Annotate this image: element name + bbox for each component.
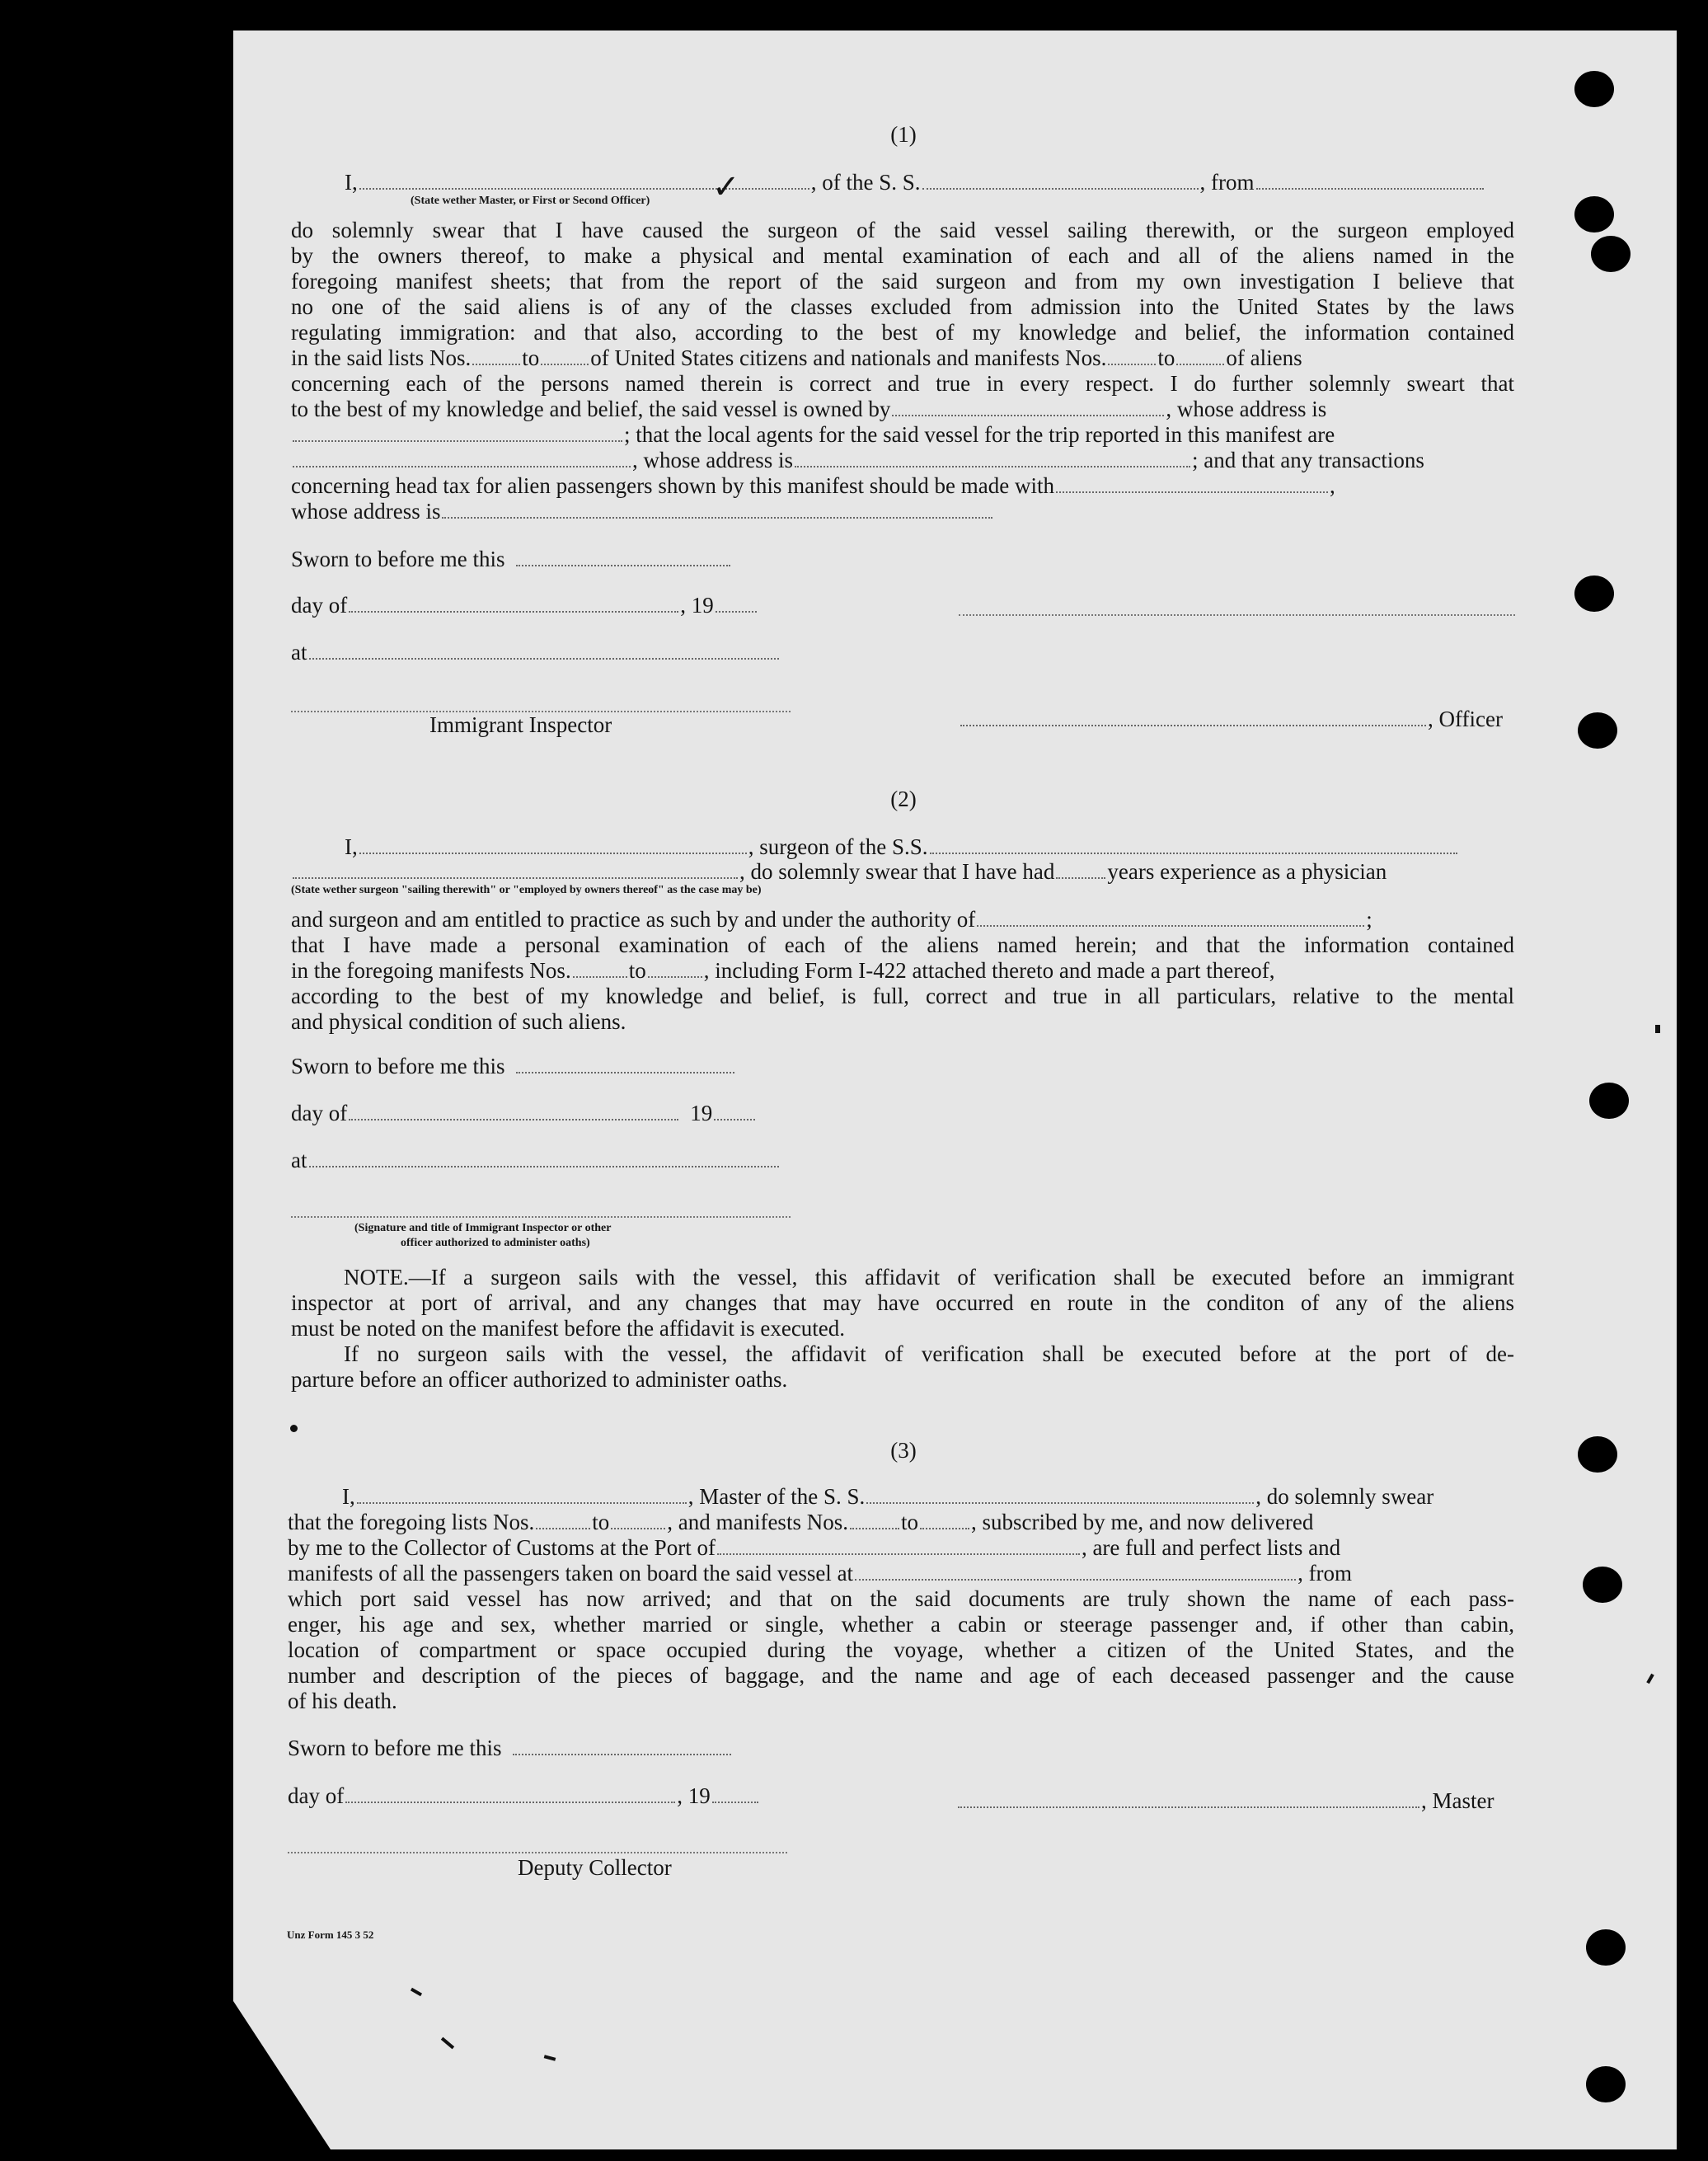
section-2-number: (2) bbox=[890, 787, 917, 811]
at-line-1: at bbox=[291, 640, 781, 665]
signature-hint-2: officer authorized to administer oaths) bbox=[401, 1237, 590, 1249]
punch-hole bbox=[1574, 196, 1614, 233]
day-line-3: day of , 19 bbox=[288, 1783, 760, 1809]
punch-hole bbox=[1586, 2066, 1626, 2102]
stray-dot bbox=[290, 1425, 298, 1432]
form-number: Unz Form 145 3 52 bbox=[287, 1928, 374, 1941]
oath-2-paragraph: and surgeon and am entitled to practice as such by and under the authority of ; that I have made a personal examination of each of the aliens named herein; and that the information contained in the foregoing manifests Nos. to , including Form I-422 attached thereto and made a part thereof, according to the best of my knowledge and belief, is full, correct and true in all particulars, relative to the mental and physical condition of such aliens. bbox=[291, 907, 1514, 1034]
punch-hole bbox=[1583, 1567, 1622, 1603]
immigrant-inspector-label: Immigrant Inspector bbox=[429, 712, 612, 737]
punch-hole bbox=[1591, 236, 1631, 272]
handwritten-check-mark: ✓ bbox=[712, 168, 740, 206]
sworn-line-3: Sworn to before me this bbox=[288, 1736, 733, 1761]
oath-2-line-1: I, , surgeon of the S.S. bbox=[345, 834, 1459, 860]
surgeon-hint: (State wether surgeon "sailing therewith" or "employed by owners thereof" as the case may be) bbox=[291, 884, 762, 896]
punch-hole bbox=[1589, 1083, 1629, 1119]
punch-hole bbox=[1578, 1436, 1617, 1473]
officer-signature-line-1 bbox=[959, 614, 1515, 616]
at-line-2: at bbox=[291, 1148, 781, 1173]
rank-hint: (State wether Master, or First or Second Officer) bbox=[411, 195, 650, 207]
oath-2-line-2: , do solemnly swear that I have had years experience as a physician bbox=[291, 859, 1387, 885]
sworn-line-1: Sworn to before me this bbox=[291, 547, 732, 572]
section-1-number: (1) bbox=[890, 122, 917, 147]
scan-speck bbox=[1655, 1025, 1660, 1033]
signature-line-2 bbox=[291, 1216, 791, 1218]
day-line-1: day of , 19 bbox=[291, 593, 758, 618]
sworn-line-2: Sworn to before me this bbox=[291, 1054, 736, 1079]
punch-hole bbox=[1586, 1929, 1626, 1966]
day-line-2: day of 19 bbox=[291, 1101, 757, 1126]
oath-3-paragraph: I, , Master of the S. S. , do solemnly swear that the foregoing lists Nos. to , and manifests Nos. to , subscribed by me, and now delivered by me to the Collector of Customs at the Port of , are full and perfect lists and manifests of all the passengers taken on board the said vessel at , from which port said vessel has now arrived; and that on the said documents are truly shown the name of each pass- enger, his age and sex, whether married or single, whether a cabin or steerage passenger and, if other than cabin, location of compartment or space occupied during the voyage, whether a citizen of the United States, and the number and description of the pieces of baggage, and the name and age of each deceased passenger and the cause of his death. bbox=[288, 1484, 1514, 1713]
officer-line: , Officer bbox=[959, 707, 1503, 732]
master-line: , Master bbox=[956, 1788, 1494, 1814]
punch-hole bbox=[1578, 712, 1617, 749]
deputy-signature-line bbox=[288, 1852, 787, 1853]
punch-hole bbox=[1574, 71, 1614, 107]
section-3-number: (3) bbox=[890, 1438, 917, 1463]
oath-1-line-1: I, , of the S. S. , from bbox=[345, 170, 1515, 195]
signature-hint-1: (Signature and title of Immigrant Inspector or other bbox=[354, 1222, 612, 1234]
oath-1-paragraph: do solemnly swear that I have caused the surgeon of the said vessel sailing therewith, or the surgeon employed by the owners thereof, to make a physical and mental examination of each and all of the aliens named in the foregoing manifest sheets; that from the report of the said surgeon and from my own investigation I believe that no one of the said aliens is of any of the classes excluded from admission into the United States by the laws regulating immigration: and that also, according to the best of my knowledge and belief, the information contained in the said lists Nos. to of United States citizens and nationals and manifests Nos. to of aliens concerning each of the persons named therein is correct and true in every respect. I do further solemnly sweart that to the best of my knowledge and belief, the said vessel is owned by , whose address is ; that the local agents for the said vessel for the trip reported in this manifest are , whose address is ; and that any transactions concerning head tax for alien passengers shown by this manifest should be made with , whose address is bbox=[291, 218, 1514, 524]
note-paragraph: NOTE.—If a surgeon sails with the vessel, this affidavit of verification shall be executed before an immigrant inspector at port of arrival, and any changes that may have occurred en route in the conditon of any of the aliens must be noted on the manifest before the affidavit is executed. If no surgeon sails with the vessel, the affidavit of verification shall be executed before at the port of de- parture before an officer authorized to administer oaths. bbox=[291, 1265, 1514, 1392]
deputy-collector-label: Deputy Collector bbox=[518, 1855, 672, 1880]
punch-hole bbox=[1574, 575, 1614, 612]
